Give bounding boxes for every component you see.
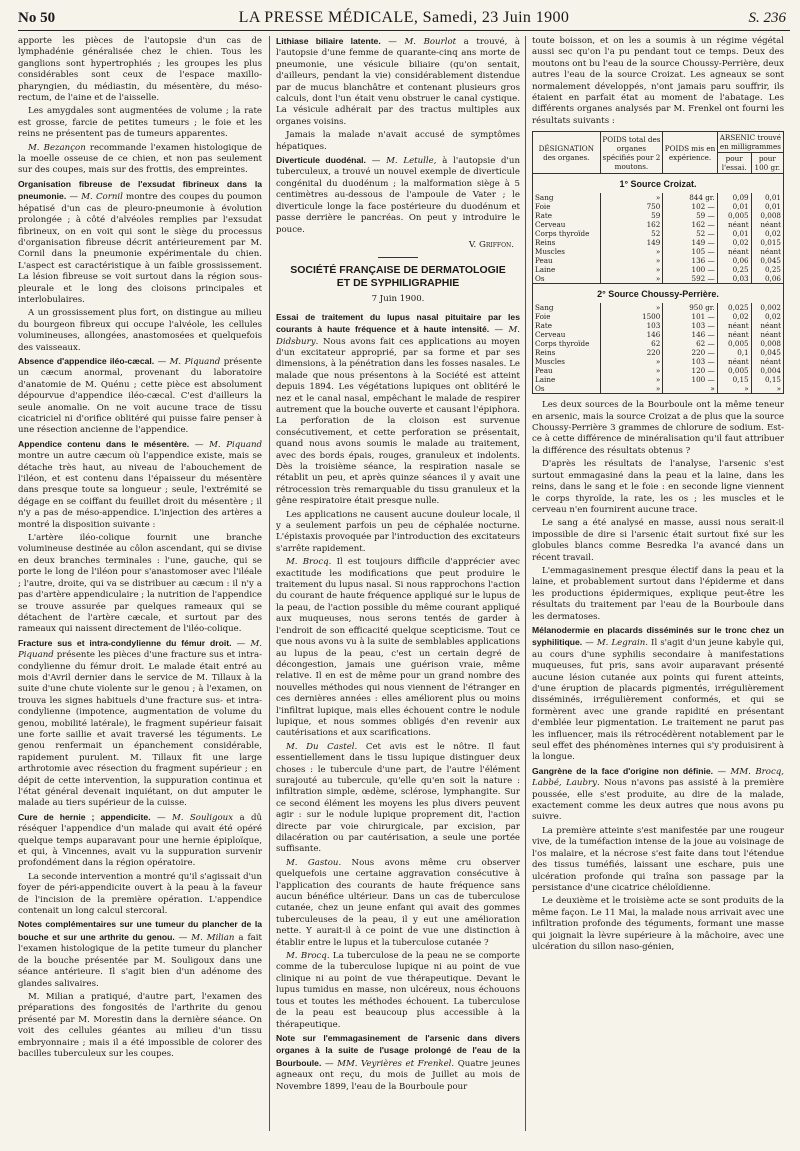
table-cell: 103 — — [663, 321, 717, 330]
table-row — [533, 238, 784, 247]
table-cell: Laine — [535, 265, 556, 275]
table-row — [533, 366, 784, 375]
table-cell: Rate — [535, 321, 553, 331]
article-heading: Lithiase biliaire latente. — [276, 36, 381, 46]
paragraph-text: D'après les résultats de l'analyse, l'arsenic s'est surtout emmagasiné dans la peau et la laine, dans les reins, dans le sang et le foie : en seconde ligne viennent le corps thyroïde, la rate, les os ; les muscles et le cerveau n'en fournirent aucune trace. — [532, 459, 784, 515]
author-name: M. Brocq — [286, 951, 327, 962]
column-rule — [525, 36, 526, 1131]
table-cell: néant — [751, 247, 783, 256]
table-cell: 0,06 — [751, 274, 783, 284]
paragraph — [276, 858, 520, 949]
table-cell: Sang — [535, 303, 554, 313]
table-section-heading: 1° Source Croizat. — [619, 179, 697, 190]
paragraph-text: . Nous n'avons pas assisté à la première poussée, elle s'est produite, au dire de la malade, exactement comme les deux autres que nous avons pu suivre. — [532, 778, 784, 823]
author-name: M. Bourlot — [404, 37, 457, 47]
table-cell: Sang — [535, 193, 554, 203]
paragraph-text: La première atteinte s'est manifestée par une rougeur vive, de la tuméfaction intense de la joue au voisinage de l'os malaire, et la nécrose s'est faite dans tout l'étendue des tissus tuméfiés, laissant une eschare, puis une ulcération profonde qui traîna son passage par la persistance d'une cicatrice chéloïdienne. — [532, 825, 784, 893]
table-row — [533, 312, 784, 321]
article-heading: Note sur l'emmagasinement de l'arsenic dans divers organes à la suite de l'usage prolongé de l'eau de la Bourboule. — [276, 1032, 520, 1068]
section-title-line: SOCIÉTÉ FRANÇAISE DE DERMATOLOGIE — [290, 264, 506, 277]
table-cell: néant — [717, 220, 751, 229]
table-cell: Corps thyroïde — [535, 229, 590, 239]
table-cell: 1500 — [600, 312, 663, 321]
table-cell: 52 — — [663, 229, 717, 238]
table-cell: 0,01 — [717, 229, 751, 238]
paragraph-text: L'artère iléo-colique fournit une branche volumineuse destinée au côlon ascendant, qui se divise en deux branches terminales : l'une, gauche, qui se porte le long de l'iléon pour s'anastomoser avec l'iléale ; l'autre, droite, qui va se distribuer au cæcum : il n'y a pas d'artère appendiculaire ; la nutrition de l'appendice se trouve assurée par quelques rameaux qui se détachent de l'artère cæcale, et surtout par des rameaux qui naissent directement de l'iléo-colique. — [18, 533, 262, 635]
paragraph-text: . Nous avons même cru observer quelquefois une certaine aggravation consécutive à l'application des courants de haute fréquence sans aucun bénéfice ultérieur. Dans un cas de tuberculose cutanée, chez un jeune enfant qui avait des gommes tuberculeuses de la peau, il y eut une amélioration nette. Y aurait-il à ce point de vue une distinction à établir entre le lupus et la tuberculose cutanée ? — [276, 857, 520, 948]
paragraph-text: Jamais la malade n'avait accusé de symptômes hépatiques. — [276, 130, 520, 152]
paragraph — [276, 36, 520, 128]
issue-date: Samedi, 23 Juin 1900 — [422, 9, 570, 26]
table-cell: 149 — [600, 238, 663, 247]
table-cell: 62 — — [663, 339, 717, 348]
author-name: M. Cornil — [81, 192, 123, 203]
table-cell: 103 — [600, 321, 663, 330]
paragraph — [276, 1033, 520, 1093]
table-cell: 0,02 — [717, 312, 751, 321]
paragraph-text: A un grossissement plus fort, on distingue au milieu du bourgeon fibreux qui occupe l'alvéole, les cellules volumineuses, allongées, anastomosées et quelquefois des vaisseaux. — [18, 308, 262, 353]
journal-title — [18, 9, 790, 27]
paragraph — [532, 400, 784, 457]
author-name: M. Gastou — [286, 857, 339, 868]
col-header-100: pour 100 gr. — [751, 153, 783, 174]
article-heading: Notes complémentaires sur une tumeur du plancher de la bouche et sur une arthrite du genou. — [18, 919, 262, 942]
author-name: M. Brocq — [286, 557, 329, 568]
table-cell: Reins — [535, 238, 556, 248]
table-cell: 52 — [600, 229, 663, 238]
article-heading: Essai de traitement du lupus nasal pituitaire par les courants à haute fréquence et à haute intensité. — [276, 311, 520, 335]
table-cell: 136 — — [663, 256, 717, 265]
table-cell: 0,02 — [751, 312, 783, 321]
dash: — — [365, 156, 387, 167]
article-block — [276, 36, 520, 236]
author-name: M. Bezançon — [28, 142, 86, 153]
paragraph-text: . Il s'agit d'un jeune kabyle qui, au cours d'une syphilis secondaire à manifestations muqueuses, fut pris, sans avoir auparavant présenté aucune lésion cutanée aux points qui furent atteints, d'une éruption de placards pigmentés, irrégulièrement disséminés, irrégulièrement conformés, et qui se formèrent avec une grande rapidité en présentant d'emblée leur pigmentation. Le traitement ne parut pas les influencer, mais ils rétrocédèrent notablement par le seul effet des phénomènes internes qui s'y produisirent à la longue. — [532, 638, 784, 763]
article-heading: Organisation fibreuse de l'exsudat fibrineux dans la pneumonie. — [18, 178, 262, 202]
table-row — [533, 274, 784, 284]
column-3 — [532, 36, 784, 1131]
col-header-arsenic: ARSENIC trouvé en milligrammes — [717, 132, 783, 153]
table-cell: Foie — [535, 202, 551, 212]
table-cell: 0,02 — [717, 238, 751, 247]
paragraph — [276, 155, 520, 236]
paragraph — [532, 766, 784, 824]
dash: — — [321, 1058, 338, 1069]
author-name: M. Souligoux — [171, 812, 234, 823]
paragraph — [276, 951, 520, 1031]
paragraph-text: apporte les pièces de l'autopsie d'un cas de lymphadénie généralisée chez le chien. Tous les ganglions sont hypertrophiés ; les groupes les plus considérables sont ceux de l'espace maxillo-pharyngien, du médiastin, du mésentère, du méso-rectum, de l'aine et de l'aisselle. — [18, 36, 262, 104]
article-heading: Diverticule duodénal. — [276, 155, 366, 166]
table-cell: 0,15 — [717, 375, 751, 384]
table-cell: Peau — [535, 366, 553, 376]
table-cell: Os — [533, 274, 601, 284]
table-cell: » — [717, 384, 751, 394]
table-cell: néant — [751, 321, 783, 330]
article-block — [532, 400, 784, 953]
table-cell: 146 — [600, 330, 663, 339]
paragraph-text: . La tuberculose de la peau ne se comporte comme de la tuberculose lupique ni au point de vue clinique ni au point de vue thérapeutique. Devant le lupus tumidus en masse, non ulcéreux, nous échouons tous et toutes les méthodes échouent. La tuberculose de la peau est beaucoup plus accessible à la thérapeutique. — [276, 951, 520, 1030]
table-cell: 100 — — [663, 265, 717, 274]
table-cell: » — [600, 274, 663, 284]
paragraph — [18, 992, 262, 1060]
paragraph-text: a trouvé, à l'autopsie d'une femme de quarante-cinq ans morte de pneumonie, une vésicule biliaire (qu'on sentait, d'ailleurs, pendant la vie) considérablement distendue par de mucus blanchâtre et contenant plusieurs gros calculs, dont l'un était venu obstruer le canal cystique. La vésicule adhérait par des tractus multiples aux organes voisins. — [276, 37, 520, 127]
author-name: M. Milian — [191, 932, 235, 943]
table-row — [533, 303, 784, 312]
article-heading: Gangrène de la face d'origine non définie. — [532, 765, 714, 776]
article-heading: Mélanodermie en placards disséminés sur le tronc chez un syphilitique. — [532, 624, 784, 648]
dash: — — [66, 192, 82, 203]
author-name: M. Letulle — [386, 156, 434, 167]
table-cell: néant — [717, 321, 751, 330]
paragraph-text: Les applications ne causent aucune douleur locale, il y a seulement parfois un peu de céphalée nocturne. L'épistaxis provoquée par l'introduction des excitateurs s'arrête rapidement. — [276, 509, 520, 554]
table-cell: 750 — [600, 202, 663, 211]
table-row — [533, 375, 784, 384]
table-cell: 105 — — [663, 247, 717, 256]
table-cell: 0,01 — [751, 202, 783, 211]
table-row — [533, 330, 784, 339]
author-name: M. Piquand — [209, 439, 262, 450]
dash: — — [174, 932, 192, 943]
table-row — [533, 211, 784, 220]
table-cell: 0,06 — [717, 256, 751, 265]
newspaper-page — [18, 8, 790, 1131]
article-block — [532, 36, 784, 127]
table-cell: » — [600, 247, 663, 256]
table-cell: 0,008 — [751, 211, 783, 220]
table-cell: » — [600, 375, 663, 384]
paragraph-text: montre un autre cæcum où l'appendice existe, mais se détache très haut, au niveau de l'abouchement de l'iléon, et est contenu dans l'épaisseur du mésentère dans presque toute sa longueur ; seule, l'extrémité se dégage en se coiffant du feuillet droit du mésentère ; il n'y a pas de méso-appendice. L'injection des artères a montré la disposition suivante : — [18, 451, 262, 530]
table-cell: » — [600, 357, 663, 366]
table-row — [533, 229, 784, 238]
paragraph — [18, 919, 262, 989]
table-cell: Laine — [535, 375, 556, 385]
paragraph — [18, 356, 262, 437]
table-cell: 0,005 — [717, 211, 751, 220]
paragraph — [532, 459, 784, 516]
section-title-line: ET DE SYPHILIGRAPHIE — [336, 277, 460, 290]
table-cell: néant — [717, 357, 751, 366]
author-name: M. Legrain — [596, 638, 646, 649]
table-cell: Os — [533, 384, 601, 394]
table-cell: 101 — — [663, 312, 717, 321]
table-cell: » — [600, 384, 663, 394]
table-cell: 146 — — [663, 330, 717, 339]
paragraph — [18, 812, 262, 870]
table-row — [533, 220, 784, 229]
table-cell: Reins — [535, 348, 556, 358]
table-cell: 149 — — [663, 238, 717, 247]
paragraph-text: présente un cæcum anormal, provenant du laboratoire d'anatomie de M. Quénu ; cette pièce est absolument dépourvue d'appendice iléo-cæcal. C'est d'ailleurs la seule anomalie. On ne voit aucune trace de tissu cicatriciel ni d'orifice oblitéré qui puisse faire penser à une résection ancienne de l'appendice. — [18, 356, 262, 436]
table-cell: 220 — [600, 348, 663, 357]
paragraph-text: . Il est toujours difficile d'apprécier avec exactitude les modifications que peut produire le traitement du lupus nasal. Si nous rapprochons l'action du courant de haute fréquence appliqué sur le lupus de la peau, de l'action possible du même courant appliqué aux muqueuses, nous serons tentés de garder à l'endroit de son efficacité quelque scepticisme. Tout ce que nous avons vu à la suite de semblables applications au lupus de la peau, c'est un certain degré de décongestion, jamais une guérison vraie, même relative. Il en est de même pour un grand nombre des nouvelles méthodes qui nous viennent de l'étranger en ces dernières années : elles améliorent plus ou moins l'infiltrat lupique, mais elles échouent contre le nodule lupique, et nous sommes obligés d'en revenir aux cautérisations et aux scarifications. — [276, 557, 520, 739]
table-row — [533, 321, 784, 330]
paragraph — [18, 308, 262, 354]
paragraph — [18, 872, 262, 918]
table-cell: 103 — — [663, 357, 717, 366]
article-heading: Fracture sus et intra-condylienne du fémur droit. — [18, 637, 232, 648]
journal-name: LA PRESSE MÉDICALE, — [238, 9, 419, 26]
table-cell: 0,25 — [717, 265, 751, 274]
section-title — [276, 264, 520, 290]
table-cell: 102 — — [663, 202, 717, 211]
paragraph-text: Les amygdales sont augmentées de volume ; la rate est grosse, farcie de petites tumeurs ; le foie et les reins ne présentent pas de tumeurs apparentes. — [18, 106, 262, 140]
paragraph — [532, 566, 784, 623]
paragraph — [276, 130, 520, 153]
table-cell: » — [751, 384, 783, 394]
author-name: MM. Veyrières et Frenkel — [337, 1058, 452, 1069]
table-cell: 0,015 — [751, 238, 783, 247]
table-cell: 120 — — [663, 366, 717, 375]
table-cell: 100 — — [663, 375, 717, 384]
table-cell: » — [600, 256, 663, 265]
table-cell: Muscles — [535, 247, 565, 257]
divider — [378, 257, 418, 258]
page-number: S. 236 — [748, 10, 786, 26]
paragraph-text: recommande l'examen histologique de la moelle osseuse de ce chien, et non pas seulement sur des coupes, mais sur des frottis, des empreintes. — [18, 142, 262, 176]
paragraph — [532, 826, 784, 894]
table-cell: 220 — — [663, 348, 717, 357]
page-header — [18, 8, 790, 31]
paragraph-text: , à l'autopsie d'un tuberculeux, a trouvé un nouvel exemple de diverticule congénital du duodénum ; la malformation siège à 5 centimètres au-dessous de l'ampoule de Vater ; le diverticule longe la face postérieure du duodénum et passe derrière le pancréas. On peut y introduire le pouce. — [276, 156, 520, 235]
table-row — [533, 339, 784, 348]
paragraph-text: La seconde intervention a montré qu'il s'agissait d'un foyer de péri-appendicite ouvert à la peau à la faveur de l'incision de la première opération. L'appendice contenait un long calcul stercoral. — [18, 871, 262, 917]
author-name: M. Piquand — [18, 638, 262, 661]
table-cell: 0,005 — [717, 366, 751, 375]
paragraph — [276, 510, 520, 556]
paragraph — [18, 179, 262, 306]
table-cell: » — [600, 265, 663, 274]
column-rule — [269, 36, 270, 1131]
dash: — — [489, 325, 509, 336]
arsenic-table — [532, 131, 784, 394]
paragraph — [18, 36, 262, 104]
dash: — — [150, 812, 172, 823]
table-cell: néant — [751, 357, 783, 366]
table-row — [533, 247, 784, 256]
paragraph-text: . Quatre jeunes agneaux ont reçu, du mois de Juillet au mois de Novembre 1899, l'eau de la Bourboule pour — [276, 1058, 520, 1092]
table-cell: néant — [717, 247, 751, 256]
paragraph-text: Le deuxième et le troisième acte se sont produits de la même façon. Le 11 Mai, la malade nous arrivait avec une infiltration profonde des téguments, formant une masse qui joignait la lèvre supérieure à la mâchoire, avec une ulcération du sillon naso-génien, — [532, 896, 784, 952]
paragraph — [18, 106, 262, 140]
table-cell: Corps thyroïde — [535, 339, 590, 349]
table-row — [533, 348, 784, 357]
col-header-essai: pour l'essai. — [717, 153, 751, 174]
table-cell: 0,15 — [751, 375, 783, 384]
paragraph — [18, 439, 262, 531]
table-cell: 0,02 — [751, 229, 783, 238]
table-cell: 59 — — [663, 211, 717, 220]
paragraph — [276, 557, 520, 740]
table-cell: néant — [751, 220, 783, 229]
table-cell: » — [600, 366, 663, 375]
paragraph — [532, 518, 784, 564]
table-cell: 0,008 — [751, 339, 783, 348]
table-row — [533, 265, 784, 274]
col-header-weight: POIDS total des organes spécifiés pour 2 moutons. — [600, 132, 663, 174]
table-cell: 844 gr. — [663, 193, 717, 202]
paragraph-text: présente les pièces d'une fracture sus et intra-condylienne du fémur droit. Le malade était entré au mois d'Avril dernier dans le service de M. Tillaux à la suite d'une chute violente sur le genou ; à l'examen, on trouva les signes habituels d'une fracture sus- et intra-condylienne (impotence, augmentation de volume du genou, mobilité latérale), le fragment supérieur faisait une forte saillie et avait traversé les téguments. Le genou renfermait un épanchement considérable, rapidement purulent. M. Tillaux fit une large arthrotomie avec résection du fragment supérieur ; en dépit de cette intervention, la suppuration continua et l'état général devenait inquiétant, on dut amputer le malade au tiers supérieur de la cuisse. — [18, 650, 262, 809]
table-cell: 59 — [600, 211, 663, 220]
table-cell: 592 — — [663, 274, 717, 284]
paragraph-text: toute boisson, et on les a soumis à un régime végétal aussi sec qu'on l'a pu pendant tout ce temps. Deux des moutons ont bu l'eau de la source Choussy-Perrière, deux autres l'eau de la source Croizat. Les agneaux se sont normalement développés, n'ont jamais paru souffrir, ils étaient en parfait état au moment de l'abatage. Les différents organes analysés par M. Frenkel ont fourni les résultats suivants : — [532, 36, 784, 126]
signature: V. Griffon. — [468, 239, 514, 250]
table-cell: 162 — — [663, 220, 717, 229]
table-cell: néant — [751, 330, 783, 339]
table-cell: 0,025 — [717, 303, 751, 312]
table-cell: 0,01 — [751, 193, 783, 202]
paragraph — [18, 533, 262, 636]
article-block — [276, 312, 520, 1093]
paragraph-text: L'emmagasinement presque électif dans la peau et la laine, et probablement surtout dans l'épiderme et dans les productions épidermiques, explique peut-être les résultats du traitement par l'eau de la Bourboule dans les dermatoses. — [532, 565, 784, 622]
paragraph — [532, 625, 784, 764]
table-cell: 0,005 — [717, 339, 751, 348]
article-heading: Absence d'appendice iléo-cæcal. — [18, 355, 155, 366]
table-row — [533, 256, 784, 265]
table-row — [533, 384, 784, 394]
paragraph — [18, 638, 262, 810]
author-name: M. Du Castel — [286, 741, 355, 752]
table-cell: 0,002 — [751, 303, 783, 312]
col-header-exp: POIDS mis en expérience. — [663, 132, 717, 174]
paragraph-text: montre des coupes du poumon hépatisé d'un cas de pleuro-pneumonie à évolution prolongée ; à côté d'alvéoles remplies par l'exsudat fibrineux, on en voit qui sont le siège du processus d'organisation fibreuse décrit antérieurement par M. Cornil dans la pneumonie expérimentale du chien. L'aspect est caractéristique à un faible grossissement. La lésion fibreuse se voit surtout dans la région sous-pleurale et le long des cloisons principales et interlobulaires. — [18, 192, 262, 305]
paragraph — [276, 312, 520, 508]
paragraph-text: a fait l'examen histologique de la petite tumeur du plancher de la bouche présentée par M. Souligoux dans une séance antérieure. Il s'agit bien d'un adénome des glandes salivaires. — [18, 932, 262, 989]
paragraph-text: M. Milian a pratiqué, d'autre part, l'examen des préparations des fongosités de l'arthrite du genou présenté par M. Morestin dans la dernière séance. On voit des cellules géantes au milieu d'un tissu embryonnaire ; mais il a été impossible de colorer des bacilles tuberculeux sur les coupes. — [18, 991, 262, 1059]
paragraph-text: Les deux sources de la Bourboule ont la même teneur en arsenic, mais la source Croizat a de plus que la source Choussy-Perrière 3 grammes de chlorure de sodium. Est-ce à cette différence de minéralisation qu'il faut attribuer la différence des résultats obtenus ? — [532, 400, 784, 456]
article-block — [18, 36, 262, 1060]
dash: — — [231, 638, 251, 649]
table-cell: Muscles — [535, 357, 565, 367]
table-section-heading: 2° Source Choussy-Perrière. — [597, 289, 719, 300]
table-cell: 0,01 — [717, 202, 751, 211]
table-cell: Peau — [535, 256, 553, 266]
dash: — — [713, 766, 731, 777]
article-heading: Cure de hernie ; appendicite. — [18, 811, 151, 822]
table-cell: 0,25 — [751, 265, 783, 274]
paragraph-text: Le sang a été analysé en masse, aussi nous serait-il impossible de dire si l'arsenic était surtout fixé sur les globules blancs comme Besredka l'a avancé dans un récent travail. — [532, 518, 784, 563]
table-cell: 0,09 — [717, 193, 751, 202]
col-header-organ: DÉSIGNATION des organes. — [533, 132, 601, 174]
table-cell: 950 gr. — [663, 303, 717, 312]
table-row — [533, 202, 784, 211]
table-row — [533, 357, 784, 366]
table-cell: 0,1 — [717, 348, 751, 357]
table-cell: » — [600, 193, 663, 202]
table-cell: Rate — [535, 211, 553, 221]
table-row — [533, 193, 784, 202]
paragraph — [532, 896, 784, 953]
issue-number: No 50 — [18, 10, 56, 26]
paragraph-text: . Nous avons fait ces applications au moyen d'un excitateur approprié, par sa forme et par ses dimensions, à la pénétration dans les fosses nasales. Le malade que nous présentons à la Société est atteint depuis 1894. Les végétations lupiques ont oblitéré le nez et le canal nasal, empêchant le malade de respirer autrement que la bouche ouverte et causant l'épiphora. La perforation de la cloison est survenue consécutivement, et cette perforation se présentait, quand nous avons soumis le malade au traitement, avec des bords épais, rouges, granuleux et indolents. Dès la troisième séance, la respiration nasale se rétablit un peu, et après quinze séances il y avait une rétrocession très remarquable du tissu granuleux et la gêne respiratoire était presque nulle. — [276, 336, 520, 507]
paragraph-text: a dû réséquer l'appendice d'un malade qui avait été opéré quelque temps auparavant pour une hernie épiploïque, et qui, à Vincennes, avait vu la suppuration survenir profondément dans la région opératoire. — [18, 812, 262, 869]
table-cell: Foie — [535, 312, 551, 322]
session-date: 7 Juin 1900. — [371, 294, 425, 305]
paragraph — [532, 36, 784, 127]
author-name: M. Piquand — [169, 356, 221, 367]
table-cell: » — [600, 303, 663, 312]
paragraph — [276, 742, 520, 856]
table-cell: 0,004 — [751, 366, 783, 375]
table-cell: Cerveau — [535, 220, 566, 230]
dash: — — [189, 439, 210, 450]
paragraph — [18, 143, 262, 177]
table-cell: 0,03 — [717, 274, 751, 284]
paragraph-text: . Cet avis est le nôtre. Il faut essentiellement dans le tissu lupique distinguer deux choses : le tubercule d'une part, de l'autre l'élément surajouté au tubercule, qu'elle qu'en soit la nature : infiltration simple, œdème, sclérose, lymphangite. Sur ce second élément les moyens les plus divers peuvent agir : sur le nodule lupique proprement dit, l'action directe par voie chirurgicale, par excision, par dilacération ou par cautérisation, a seule une portée suffisante. — [276, 741, 520, 855]
dash: — — [154, 356, 170, 367]
column-1 — [18, 36, 262, 1131]
dash: — — [380, 37, 405, 47]
article-heading: Appendice contenu dans le mésentère. — [18, 438, 190, 449]
column-2 — [276, 36, 520, 1131]
table-cell: néant — [717, 330, 751, 339]
table-cell: 162 — [600, 220, 663, 229]
table-cell: 0,045 — [751, 256, 783, 265]
table-cell: Cerveau — [535, 330, 566, 340]
table-cell: 62 — [600, 339, 663, 348]
author-name: MM. Brocq, Labbé, Laubry — [532, 766, 784, 789]
table-cell: 0,045 — [751, 348, 783, 357]
author-name: M. Didsbury — [276, 325, 520, 347]
table-cell: » — [663, 384, 717, 394]
dash: — — [582, 638, 597, 649]
